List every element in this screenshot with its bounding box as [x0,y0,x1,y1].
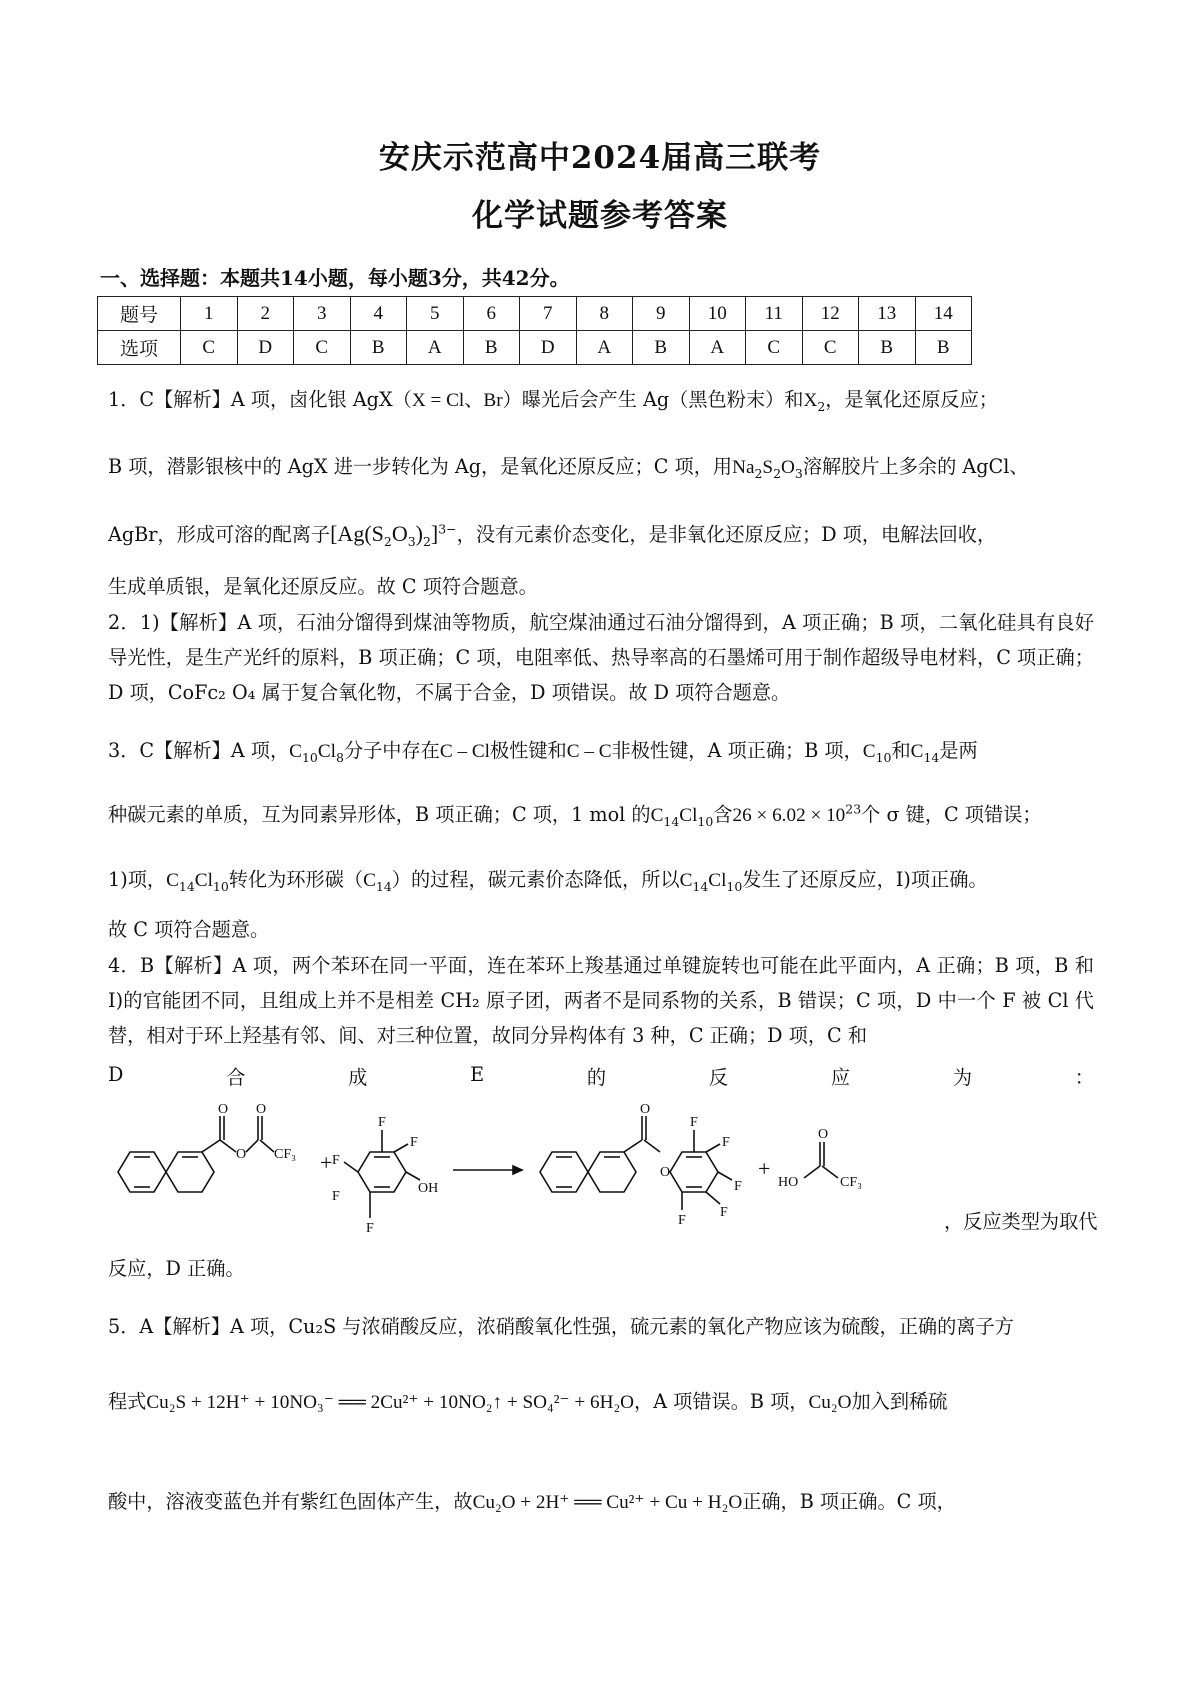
page-title: 安庆示范高中2024届高三联考 [378,140,822,176]
answer-cell: B [463,331,520,365]
q4-last-line: 反应，D 正确。 [108,1257,245,1280]
scheme-text: F [720,1205,728,1220]
answer-cell: A [407,331,464,365]
question-number: 4 [350,297,407,331]
scheme-text: CF₃ [840,1175,863,1190]
question-number: 11 [746,297,803,331]
question-number: 2 [237,297,294,331]
q1-line-2: B 项，潜影银核中的 AgX 进一步转化为 Ag，是氧化还原反应；C 项，用$Na_2S_2O_3$溶解胶片上多余的 AgCl、 [108,455,1029,481]
answer-cell: B [915,331,972,365]
scheme-text: HO [778,1175,799,1190]
q3-line-2: 种碳元素的单质，互为同素异形体，B 项正确；C 项，1 mol 的$C_{14}Cl_{10}$含$26 \times 6.02 \times 10^{23}$个 σ 键，C 项错误； [108,801,1042,829]
scheme-text: + [320,1150,333,1175]
product-ester-structure [540,1116,732,1210]
q4-spread-line: D 合 成 E 的 反 应 为 ： [108,1063,1094,1089]
reaction-scheme [108,1100,928,1235]
answer-cell: C [294,331,351,365]
scheme-text: O [660,1165,671,1180]
scheme-text: F [678,1213,686,1228]
q4-scheme-tail: ，反应类型为取代 [944,1210,1098,1233]
q3-line-1: 3．C【解析】A 项，$C_{10}Cl_8$分子中存在C – Cl极性键和C – C非极性键，A 项正确；B 项，$C_{10}$和$C_{14}$是两 [108,739,978,765]
trifluoroacetic-acid-structure [804,1142,838,1178]
scheme-text: O [640,1102,651,1117]
question-number: 3 [294,297,351,331]
answer-cell: A [689,331,746,365]
answer-cell: C [802,331,859,365]
naphthalene-ester-structure [118,1116,274,1192]
answer-cell: B [859,331,916,365]
answer-cell: A [576,331,633,365]
scheme-text: F [378,1115,386,1130]
scheme-text: O [236,1147,247,1162]
row-label: 题号 [98,297,181,331]
answer-table-number-row [98,297,972,331]
answer-cell: B [350,331,407,365]
section-heading: 一、选择题：本题共14小题，每小题3分，共42分。 [100,266,570,290]
question-number: 9 [633,297,690,331]
pentafluorophenol-structure [344,1130,420,1218]
q5-line-1: 5．A【解析】A 项，Cu₂S 与浓硝酸反应，浓硝酸氧化性强，硫元素的氧化产物应该为硫酸，正确的离子方 [108,1315,1014,1338]
q4-paragraph: 4．B【解析】A 项，两个苯环在同一平面，连在苯环上羧基通过单键旋转也可能在此平面内，A 正确；B 项，B 和 I)的官能团不同，且组成上并不是相差 CH₂ 原子团，两者不是同系物的关系，B 错误；C 项，D 中一个 F 被 Cl 代替，相对于环上羟基有邻、间、对三种位置，故同分异构体有 3 种，C 正确；D 项，C 和 [108,954,1094,1047]
answer-cell: C [181,331,238,365]
q1-line-4: 生成单质银，是氧化还原反应。故 C 项符合题意。 [108,575,538,598]
answer-cell: D [237,331,294,365]
q3-line-3: 1)项，$C_{14}Cl_{10}$转化为环形碳$(C_{14})$的过程，碳元素价态降低，所以$C_{14}Cl_{10}$发生了还原反应，I)项正确。 [108,868,988,894]
question-number: 13 [859,297,916,331]
scheme-text: O [218,1102,229,1117]
question-number: 10 [689,297,746,331]
scheme-text: F [734,1179,742,1194]
q1-line-3: AgBr，形成可溶的配离子$[Ag(S_2O_3)_2]^{3-}$，没有元素价态变化，是非氧化还原反应；D 项，电解法回收， [108,521,997,549]
scheme-text: F [332,1189,340,1204]
scheme-text: F [722,1135,730,1150]
question-number: 12 [802,297,859,331]
row-label: 选项 [98,331,181,365]
scheme-text: F [332,1153,340,1168]
scheme-text: O [256,1102,267,1117]
q5-line-3: 酸中，溶液变蓝色并有紫红色固体产生，故Cu₂O + 2H⁺ ══ Cu²⁺ + Cu + H₂O正确，B 项正确。C 项， [108,1490,956,1513]
scheme-text: O [818,1127,829,1142]
answer-table-answer-row [98,331,972,365]
question-number: 14 [915,297,972,331]
answer-table [97,296,972,365]
question-number: 8 [576,297,633,331]
question-number: 5 [407,297,464,331]
scheme-text: F [690,1115,698,1130]
scheme-text: F [366,1221,374,1235]
answer-cell: B [633,331,690,365]
answer-cell: C [746,331,803,365]
page-subtitle: 化学试题参考答案 [472,198,728,234]
answer-cell: D [520,331,577,365]
scheme-text: + [758,1156,771,1181]
q2-paragraph: 2．1)【解析】A 项，石油分馏得到煤油等物质，航空煤油通过石油分馏得到，A 项正确；B 项，二氧化硅具有良好导光性，是生产光纤的原料，B 项正确；C 项，电阻率低、热导率高的石墨烯可用于制作超级导电材料，C 项正确；D 项，CoFc₂ O₄ 属于复合氧化物，不属于合金，D 项错误。故 D 项符合题意。 [108,611,1094,704]
q5-line-2: 程式Cu₂S + 12H⁺ + 10NO₃⁻ ══ 2Cu²⁺ + 10NO₂↑ + SO₄²⁻ + 6H₂O，A 项错误。B 项，Cu₂O加入到稀硫 [108,1390,948,1413]
q1-line-1: 1．C【解析】A 项，卤化银 AgX（X = Cl、Br）曝光后会产生 Ag（黑色粉末）和$X_2$，是氧化还原反应； [108,388,998,414]
scheme-text: F [410,1135,418,1150]
question-number: 6 [463,297,520,331]
question-number: 1 [181,297,238,331]
question-number: 7 [520,297,577,331]
q3-line-4: 故 C 项符合题意。 [108,918,270,941]
scheme-text: CF₃ [274,1147,297,1162]
scheme-text: OH [418,1181,439,1196]
reaction-arrow [453,1166,522,1174]
